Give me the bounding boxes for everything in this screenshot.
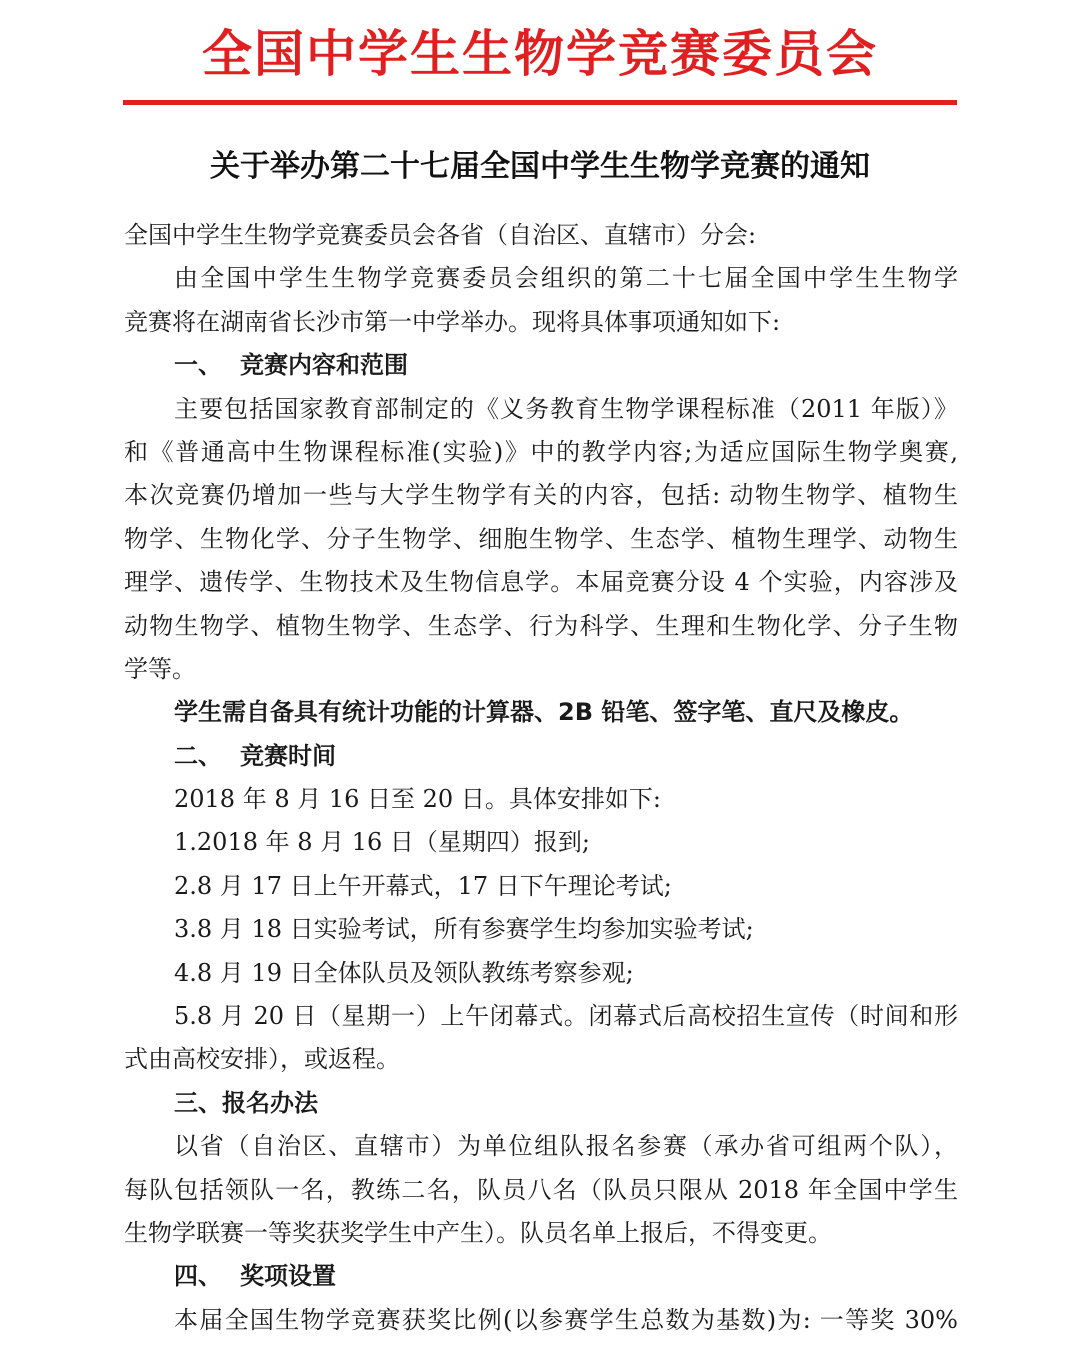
intro-line: 由全国中学生生物学竞赛委员会组织的第二十七届全国中学生生物学 (174, 264, 958, 293)
bold-note: 学生需自备具有统计功能的计算器、2B 铅笔、签字笔、直尺及橡皮。 (174, 698, 914, 727)
section-heading-1 (124, 344, 958, 387)
schedule-line: 5.8 月 20 日（星期一）上午闭幕式。闭幕式后高校招生宣传（时间和形 (174, 1002, 958, 1031)
organization-header: 全国中学生生物学竞赛委员会 (202, 25, 878, 83)
section-number: 二、 (174, 741, 222, 770)
schedule-line: 2.8 月 17 日上午开幕式，17 日下午理论考试; (174, 871, 672, 900)
schedule-line: 3.8 月 18 日实验考试，所有参赛学生均参加实验考试; (174, 915, 754, 944)
section-number: 三、 (174, 1088, 222, 1117)
section-title: 竞赛时间 (240, 741, 336, 770)
section-title: 奖项设置 (240, 1262, 336, 1291)
red-header-rule (123, 100, 957, 105)
section-heading-3 (124, 1082, 958, 1125)
notice-body (124, 214, 958, 1342)
paragraph-line: 学等。 (124, 654, 196, 683)
paragraph-line: 动物生物学、植物生物学、生态学、行为科学、生理和生物化学、分子生物 (124, 611, 958, 640)
paragraph-line: 生物学联赛一等奖获奖学生中产生）。队员名单上报后，不得变更。 (124, 1218, 832, 1247)
section-heading-4 (124, 1255, 958, 1298)
paragraph-line: 和《普通高中生物课程标准(实验)》中的教学内容;为适应国际生物学奥赛, (124, 437, 958, 466)
section-title: 竞赛内容和范围 (240, 351, 408, 380)
section-heading-2 (124, 735, 958, 778)
paragraph-line: 以省（自治区、直辖市）为单位组队报名参赛（承办省可组两个队）， (174, 1132, 958, 1161)
salutation: 全国中学生生物学竞赛委员会各省（自治区、直辖市）分会: (124, 221, 757, 249)
section-number: 一、 (174, 351, 222, 380)
schedule-line: 式由高校安排），或返程。 (124, 1045, 400, 1074)
section-title: 报名办法 (222, 1088, 318, 1117)
section-number: 四、 (174, 1262, 222, 1291)
notice-title: 关于举办第二十七届全国中学生生物学竞赛的通知 (210, 149, 870, 184)
paragraph-line: 主要包括国家教育部制定的《义务教育生物学课程标准（2011 年版）》 (174, 394, 958, 423)
paragraph-line: 理学、遗传学、生物技术及生物信息学。本届竞赛分设 4 个实验，内容涉及 (124, 568, 958, 597)
paragraph-line: 本次竞赛仍增加一些与大学生物学有关的内容，包括: 动物生物学、植物生 (124, 481, 958, 510)
schedule-line: 2018 年 8 月 16 日至 20 日。具体安排如下: (174, 785, 661, 814)
intro-line: 竞赛将在湖南省长沙市第一中学举办。现将具体事项通知如下: (124, 307, 781, 336)
schedule-line: 4.8 月 19 日全体队员及领队教练考察参观; (174, 958, 634, 987)
paragraph-line: 物学、生物化学、分子生物学、细胞生物学、生态学、植物生理学、动物生 (124, 524, 958, 553)
paragraph-line: 每队包括领队一名，教练二名，队员八名（队员只限从 2018 年全国中学生 (124, 1175, 958, 1204)
schedule-line: 1.2018 年 8 月 16 日（星期四）报到; (174, 828, 591, 857)
paragraph-line: 本届全国生物学竞赛获奖比例(以参赛学生总数为基数)为: 一等奖 30% (174, 1305, 958, 1334)
